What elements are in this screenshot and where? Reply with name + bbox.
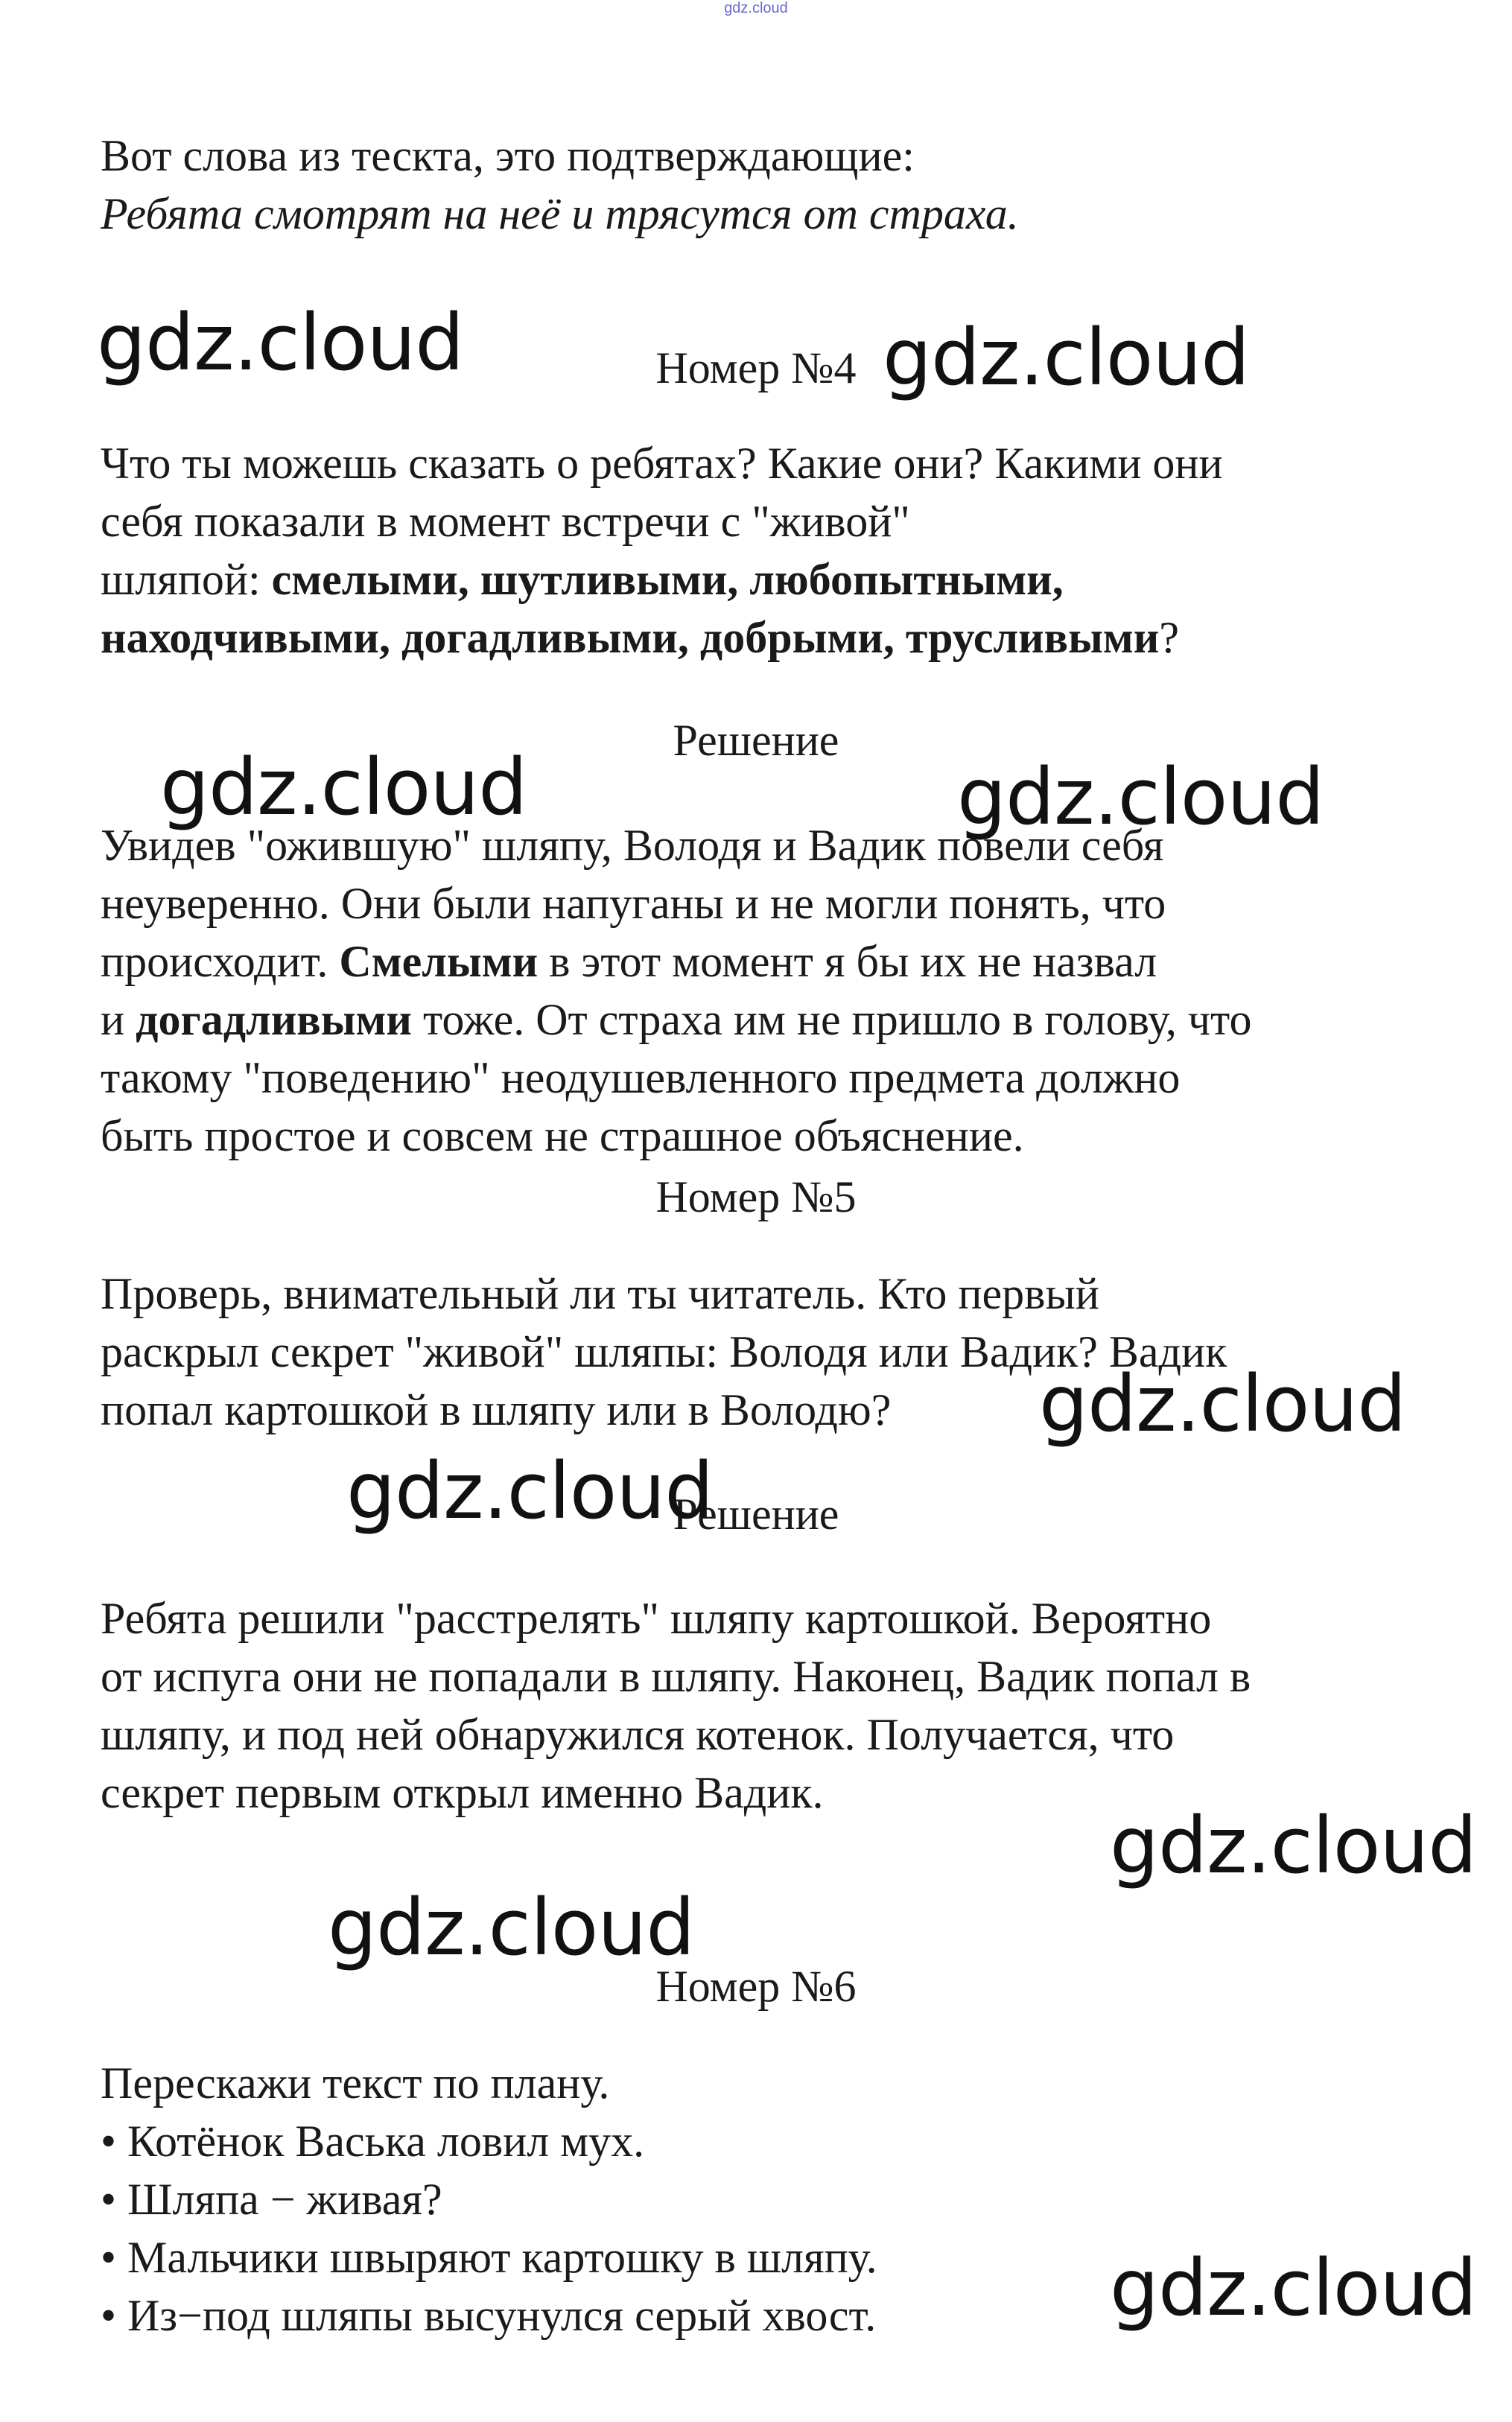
- task4-a4-end: тоже. От страха им не пришло в голову, что: [411, 995, 1252, 1044]
- task5-question-line-1: Проверь, внимательный ли ты читатель. Кто первый: [101, 1269, 1099, 1318]
- task5-answer-line-3: шляпу, и под ней обнаружился котенок. Получается, что: [101, 1710, 1175, 1759]
- task4-q3-plain: шляпой:: [101, 555, 272, 604]
- task5-question-line-2: раскрыл секрет "живой" шляпы: Володя или Вадик? Вадик: [101, 1327, 1227, 1376]
- watermark-logo: gdz.cloud: [957, 751, 1324, 842]
- task4-answer-line-3: [101, 932, 1157, 991]
- watermark-logo: gdz.cloud: [883, 312, 1250, 403]
- task4-a3-bold: Смелыми: [339, 937, 539, 986]
- watermark-logo: gdz.cloud: [1110, 1800, 1477, 1891]
- task4-answer-line-4: [101, 991, 1251, 1049]
- watermark-logo: gdz.cloud: [160, 742, 527, 833]
- task4-heading: Номер №4: [655, 343, 857, 392]
- task4-question-line-2: себя показали в момент встречи с "живой": [101, 497, 910, 546]
- task6-plan-item: • Мальчики швыряют картошку в шляпу.: [101, 2233, 877, 2282]
- task6-plan-item: • Котёнок Васька ловил мух.: [101, 2117, 645, 2166]
- task4-answer-line-6: быть простое и совсем не страшное объяснение.: [101, 1111, 1024, 1160]
- intro-line: Вот слова из тескта, это подтверждающие:: [101, 131, 915, 180]
- task5-answer-line-1: Ребята решили "расстрелять" шляпу картошкой. Вероятно: [101, 1594, 1212, 1643]
- watermark-logo: gdz.cloud: [328, 1882, 695, 1973]
- task4-solution-label: Решение: [673, 716, 839, 765]
- task5-question-line-3: попал картошкой в шляпу или в Володю?: [101, 1385, 892, 1434]
- top-watermark: gdz.cloud: [724, 0, 788, 16]
- task5-answer-line-2: от испуга они не попадали в шляпу. Наконец, Вадик попал в: [101, 1652, 1251, 1701]
- task4-q3-bold: смелыми, шутливыми, любопытными,: [271, 555, 1064, 604]
- task4-answer-line-1: Увидев "ожившую" шляпу, Володя и Вадик повели себя: [101, 821, 1164, 870]
- watermark-logo: gdz.cloud: [97, 297, 464, 388]
- intro-quote: Ребята смотрят на неё и трясутся от страха.: [101, 189, 1019, 238]
- task4-q4-bold: находчивыми, догадливыми, добрыми, трусливыми: [101, 613, 1160, 662]
- task6-heading: Номер №6: [655, 1962, 857, 2011]
- task4-q4-end: ?: [1159, 613, 1180, 662]
- task5-heading: Номер №5: [655, 1172, 857, 1221]
- task4-a4-bold: догадливыми: [136, 995, 412, 1044]
- task5-solution-label: Решение: [673, 1490, 839, 1539]
- task4-answer-line-2: неуверенно. Они были напуганы и не могли понять, что: [101, 879, 1166, 928]
- task4-question-line-4: [101, 608, 1179, 667]
- task6-plan-item: • Из−под шляпы высунулся серый хвост.: [101, 2291, 877, 2340]
- task6-plan-item: • Шляпа − живая?: [101, 2175, 442, 2224]
- watermark-logo: gdz.cloud: [1039, 1358, 1406, 1449]
- watermark-logo: gdz.cloud: [346, 1446, 714, 1536]
- task5-answer-line-4: секрет первым открыл именно Вадик.: [101, 1768, 824, 1817]
- watermark-logo: gdz.cloud: [1110, 2243, 1477, 2333]
- task4-a4-start: и: [101, 995, 136, 1044]
- task4-a3-plain: происходит.: [101, 937, 340, 986]
- task4-question-line-1: Что ты можешь сказать о ребятах? Какие они? Какими они: [101, 439, 1223, 488]
- task4-question-line-3: [101, 550, 1064, 608]
- task6-question-line-1: Перескажи текст по плану.: [101, 2059, 610, 2108]
- task4-answer-line-5: такому "поведению" неодушевленного предмета должно: [101, 1053, 1181, 1102]
- task4-a3-end: в этот момент я бы их не назвал: [538, 937, 1157, 986]
